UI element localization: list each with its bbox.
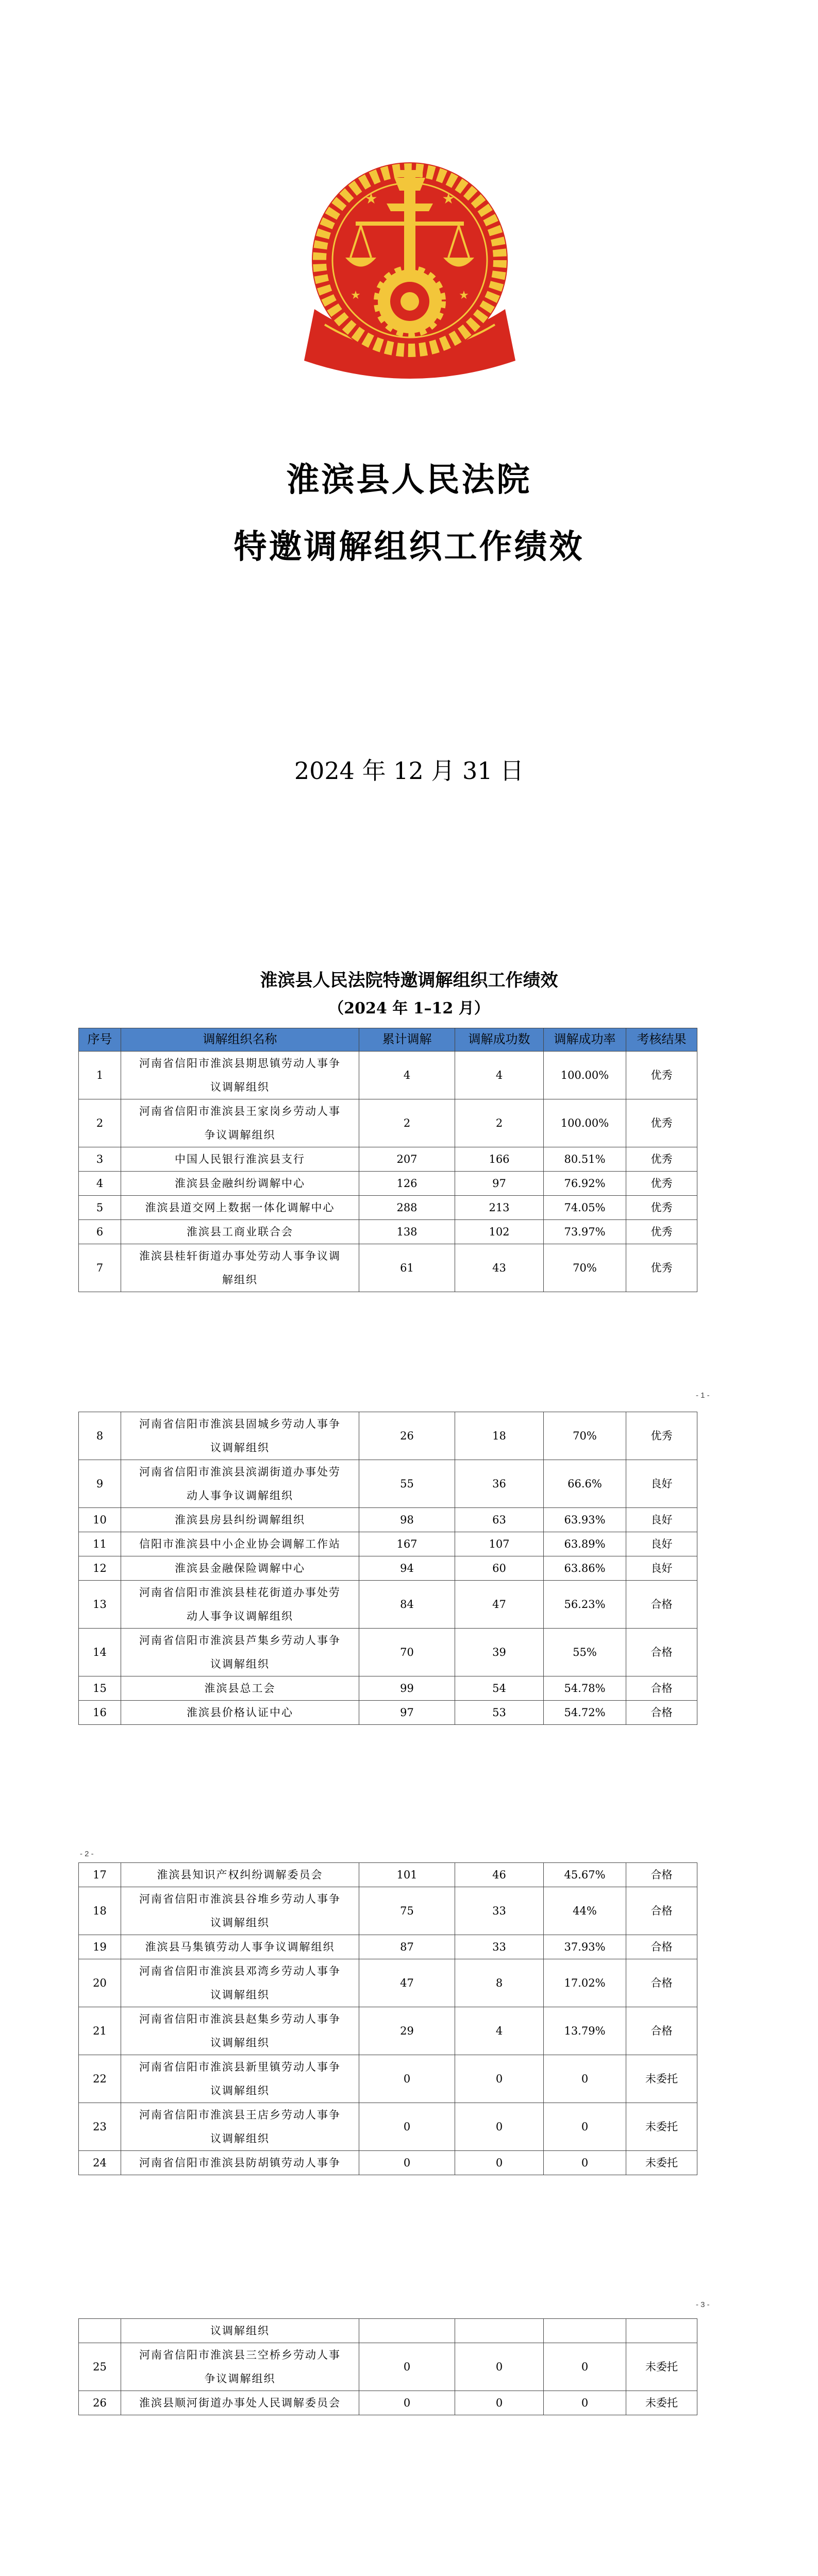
total-count: 101	[359, 1863, 455, 1887]
org-name-line: 淮滨县价格认证中心	[187, 1706, 293, 1719]
assessment-result: 合格	[626, 2007, 697, 2055]
success-count: 166	[455, 1147, 544, 1172]
row-index: 11	[79, 1532, 121, 1556]
assessment-result: 合格	[626, 1701, 697, 1725]
row-index: 6	[79, 1220, 121, 1244]
success-rate: 0	[544, 2343, 626, 2391]
assessment-result: 合格	[626, 1629, 697, 1676]
success-rate: 37.93%	[544, 1935, 626, 1959]
success-rate: 17.02%	[544, 1959, 626, 2007]
total-count: 2	[359, 1099, 455, 1147]
assessment-result: 未委托	[626, 2055, 697, 2103]
success-count: 60	[455, 1556, 544, 1581]
table-row	[79, 1863, 697, 1887]
org-name-line: 河南省信阳市淮滨县王家岗乡劳动人事	[139, 1105, 341, 1117]
success-rate: 63.86%	[544, 1556, 626, 1581]
org-name	[121, 1959, 359, 2007]
org-name-line: 争议调解组织	[204, 1129, 276, 1141]
org-name-line: 淮滨县金融保险调解中心	[175, 1562, 305, 1574]
success-rate: 100.00%	[544, 1052, 626, 1099]
assessment-result: 未委托	[626, 2343, 697, 2391]
success-cell	[455, 2319, 544, 2343]
row-index: 22	[79, 2055, 121, 2103]
row-index: 13	[79, 1581, 121, 1629]
table-row	[79, 1172, 697, 1196]
assessment-result: 合格	[626, 1935, 697, 1959]
success-rate: 63.89%	[544, 1532, 626, 1556]
report-subtitle: （2024 年 1–12 月）	[328, 999, 490, 1018]
success-count: 54	[455, 1676, 544, 1701]
total-count: 94	[359, 1556, 455, 1581]
row-index: 26	[79, 2391, 121, 2415]
assessment-result: 合格	[626, 1581, 697, 1629]
table-row	[79, 1532, 697, 1556]
total-count: 61	[359, 1244, 455, 1292]
org-name-line: 解组织	[222, 1274, 258, 1286]
success-rate: 100.00%	[544, 1099, 626, 1147]
org-name-line: 淮滨县桂轩街道办事处劳动人事争议调	[139, 1250, 341, 1262]
total-count: 207	[359, 1147, 455, 1172]
total-count: 4	[359, 1052, 455, 1099]
table-row	[79, 1629, 697, 1676]
success-rate: 44%	[544, 1887, 626, 1935]
org-name	[121, 1508, 359, 1532]
success-count: 4	[455, 1052, 544, 1099]
total-count: 26	[359, 1412, 455, 1460]
row-index: 18	[79, 1887, 121, 1935]
total-count: 75	[359, 1887, 455, 1935]
success-rate: 70%	[544, 1244, 626, 1292]
org-name-line: 河南省信阳市淮滨县新里镇劳动人事争	[139, 2061, 341, 2073]
table-row	[79, 1508, 697, 1532]
success-count: 36	[455, 1460, 544, 1508]
org-name	[121, 2103, 359, 2151]
org-name-line: 河南省信阳市淮滨县三空桥乡劳动人事	[139, 2349, 341, 2361]
table-row	[79, 1220, 697, 1244]
success-count: 47	[455, 1581, 544, 1629]
org-name	[121, 1887, 359, 1935]
total-count: 47	[359, 1959, 455, 2007]
cover-title-line2: 特邀调解组织工作绩效	[233, 528, 585, 566]
table-row	[79, 1935, 697, 1959]
row-index: 20	[79, 1959, 121, 2007]
assessment-result: 未委托	[626, 2103, 697, 2151]
success-rate: 45.67%	[544, 1863, 626, 1887]
org-name	[121, 1581, 359, 1629]
table-row	[79, 2343, 697, 2391]
success-count: 18	[455, 1412, 544, 1460]
success-count: 33	[455, 1887, 544, 1935]
row-index: 25	[79, 2343, 121, 2391]
total-count: 55	[359, 1460, 455, 1508]
result-cell	[626, 2319, 697, 2343]
total-count: 97	[359, 1701, 455, 1725]
total-count: 0	[359, 2391, 455, 2415]
performance-table-page3	[78, 1862, 697, 2175]
org-name-line: 动人事争议调解组织	[187, 1489, 293, 1502]
org-name-line: 淮滨县工商业联合会	[187, 1226, 293, 1238]
assessment-result: 合格	[626, 1959, 697, 2007]
row-index: 21	[79, 2007, 121, 2055]
row-index: 19	[79, 1935, 121, 1959]
table-row	[79, 2007, 697, 2055]
total-count: 70	[359, 1629, 455, 1676]
org-name-line: 淮滨县顺河街道办事处人民调解委员会	[139, 2397, 341, 2409]
org-name	[121, 2055, 359, 2103]
org-name-line: 河南省信阳市淮滨县固城乡劳动人事争	[139, 1418, 341, 1430]
assessment-result: 未委托	[626, 2391, 697, 2415]
success-count: 53	[455, 1701, 544, 1725]
success-rate: 54.78%	[544, 1676, 626, 1701]
table-row	[79, 1701, 697, 1725]
success-rate: 0	[544, 2391, 626, 2415]
header-rate: 调解成功率	[544, 1028, 626, 1052]
row-index: 9	[79, 1460, 121, 1508]
org-name-line: 淮滨县房县纠纷调解组织	[175, 1514, 305, 1526]
success-count: 39	[455, 1629, 544, 1676]
org-name	[121, 1701, 359, 1725]
table-row	[79, 1581, 697, 1629]
row-index: 5	[79, 1196, 121, 1220]
total-count: 87	[359, 1935, 455, 1959]
org-name-line: 河南省信阳市淮滨县滨湖街道办事处劳	[139, 1466, 341, 1478]
org-name-line: 中国人民银行淮滨县支行	[175, 1153, 305, 1165]
org-name-line: 河南省信阳市淮滨县期思镇劳动人事争	[139, 1057, 341, 1070]
total-count: 0	[359, 2151, 455, 2175]
header-org-name: 调解组织名称	[121, 1028, 359, 1052]
row-index: 17	[79, 1863, 121, 1887]
success-count: 0	[455, 2343, 544, 2391]
org-name-line: 淮滨县知识产权纠纷调解委员会	[157, 1869, 323, 1881]
row-index: 12	[79, 1556, 121, 1581]
success-rate: 0	[544, 2151, 626, 2175]
org-name	[121, 1556, 359, 1581]
org-name-line: 议调解组织	[210, 2132, 270, 2145]
assessment-result: 优秀	[626, 1244, 697, 1292]
row-index: 2	[79, 1099, 121, 1147]
svg-text:★: ★	[350, 289, 361, 302]
row-index: 14	[79, 1629, 121, 1676]
success-rate: 70%	[544, 1412, 626, 1460]
org-name-line: 议调解组织	[210, 1081, 270, 1093]
success-rate: 54.72%	[544, 1701, 626, 1725]
assessment-result: 优秀	[626, 1220, 697, 1244]
org-name-line: 河南省信阳市淮滨县桂花街道办事处劳	[139, 1586, 341, 1599]
success-rate: 13.79%	[544, 2007, 626, 2055]
org-name	[121, 1460, 359, 1508]
table-row	[79, 1244, 697, 1292]
org-name	[121, 1099, 359, 1147]
row-index: 23	[79, 2103, 121, 2151]
org-name-line: 信阳市淮滨县中小企业协会调解工作站	[139, 1538, 341, 1550]
org-name	[121, 1052, 359, 1099]
org-name-line: 议调解组织	[210, 1658, 270, 1670]
page-number: - 3 -	[696, 2300, 710, 2309]
total-count: 167	[359, 1532, 455, 1556]
success-count: 8	[455, 1959, 544, 2007]
total-count: 29	[359, 2007, 455, 2055]
court-emblem-logo	[294, 155, 526, 381]
success-count: 102	[455, 1220, 544, 1244]
header-success: 调解成功数	[455, 1028, 544, 1052]
success-count: 0	[455, 2103, 544, 2151]
table-row	[79, 2319, 697, 2343]
row-index: 10	[79, 1508, 121, 1532]
org-name-line: 议调解组织	[210, 2084, 270, 2097]
org-name-line: 河南省信阳市淮滨县芦集乡劳动人事争	[139, 1634, 341, 1647]
assessment-result: 良好	[626, 1460, 697, 1508]
org-name-line: 淮滨县总工会	[204, 1682, 276, 1694]
total-cell	[359, 2319, 455, 2343]
org-name	[121, 1172, 359, 1196]
success-count: 0	[455, 2055, 544, 2103]
org-name-line: 动人事争议调解组织	[187, 1610, 293, 1622]
assessment-result: 合格	[626, 1863, 697, 1887]
performance-table-page2	[78, 1412, 697, 1725]
table-row	[79, 1460, 697, 1508]
assessment-result: 优秀	[626, 1196, 697, 1220]
assessment-result: 优秀	[626, 1172, 697, 1196]
table-row	[79, 1099, 697, 1147]
cover-title-line1: 淮滨县人民法院	[286, 461, 532, 499]
org-name-line: 议调解组织	[210, 2037, 270, 2049]
row-index: 1	[79, 1052, 121, 1099]
success-count: 63	[455, 1508, 544, 1532]
total-count: 99	[359, 1676, 455, 1701]
table-row	[79, 1412, 697, 1460]
org-name	[121, 1863, 359, 1887]
org-name	[121, 1629, 359, 1676]
header-total: 累计调解	[359, 1028, 455, 1052]
org-name	[121, 2343, 359, 2391]
table-row	[79, 2391, 697, 2415]
success-rate: 74.05%	[544, 1196, 626, 1220]
org-name	[121, 1412, 359, 1460]
assessment-result: 良好	[626, 1508, 697, 1532]
page-number: - 1 -	[696, 1391, 710, 1400]
row-index-cell	[79, 2319, 121, 2343]
org-name	[121, 1196, 359, 1220]
assessment-result: 未委托	[626, 2151, 697, 2175]
assessment-result: 良好	[626, 1532, 697, 1556]
table-header-row	[79, 1028, 697, 1052]
org-name	[121, 1220, 359, 1244]
table-row	[79, 1196, 697, 1220]
org-name-line: 淮滨县金融纠纷调解中心	[175, 1177, 305, 1190]
table-row	[79, 2151, 697, 2175]
svg-text:★: ★	[459, 289, 469, 302]
row-index: 8	[79, 1412, 121, 1460]
org-name	[121, 2391, 359, 2415]
svg-text:★: ★	[442, 190, 455, 207]
table-row	[79, 2103, 697, 2151]
org-name-line: 议调解组织	[210, 2325, 270, 2337]
cover-date: 2024 年 12 月 31 日	[294, 757, 524, 785]
success-count: 4	[455, 2007, 544, 2055]
org-name-line: 议调解组织	[210, 1917, 270, 1929]
table-row	[79, 2055, 697, 2103]
success-count: 0	[455, 2151, 544, 2175]
success-rate: 55%	[544, 1629, 626, 1676]
assessment-result: 优秀	[626, 1412, 697, 1460]
org-name-line: 河南省信阳市淮滨县赵集乡劳动人事争	[139, 2013, 341, 2025]
table-row	[79, 1147, 697, 1172]
org-name-line: 争议调解组织	[204, 2372, 276, 2385]
success-count: 33	[455, 1935, 544, 1959]
report-title: 淮滨县人民法院特邀调解组织工作绩效	[260, 970, 558, 991]
org-name-line: 河南省信阳市淮滨县王店乡劳动人事争	[139, 2109, 341, 2121]
total-count: 0	[359, 2103, 455, 2151]
assessment-result: 优秀	[626, 1099, 697, 1147]
success-count: 213	[455, 1196, 544, 1220]
org-name	[121, 2151, 359, 2175]
table-row	[79, 1052, 697, 1099]
org-name-line: 淮滨县道交网上数据一体化调解中心	[145, 1201, 335, 1214]
rate-cell	[544, 2319, 626, 2343]
total-count: 126	[359, 1172, 455, 1196]
row-index: 24	[79, 2151, 121, 2175]
header-index: 序号	[79, 1028, 121, 1052]
success-count: 107	[455, 1532, 544, 1556]
total-count: 84	[359, 1581, 455, 1629]
assessment-result: 合格	[626, 1676, 697, 1701]
success-rate: 76.92%	[544, 1172, 626, 1196]
success-rate: 80.51%	[544, 1147, 626, 1172]
org-name	[121, 1935, 359, 1959]
total-count: 98	[359, 1508, 455, 1532]
org-name	[121, 2319, 359, 2343]
success-rate: 63.93%	[544, 1508, 626, 1532]
svg-text:★: ★	[364, 190, 378, 207]
row-index: 4	[79, 1172, 121, 1196]
org-name-line: 议调解组织	[210, 1989, 270, 2001]
performance-table-page1	[78, 1028, 697, 1292]
table-row	[79, 1676, 697, 1701]
page-number: - 2 -	[80, 1850, 94, 1858]
total-count: 138	[359, 1220, 455, 1244]
table-row	[79, 1556, 697, 1581]
assessment-result: 合格	[626, 1887, 697, 1935]
org-name	[121, 1676, 359, 1701]
org-name-line: 议调解组织	[210, 1442, 270, 1454]
assessment-result: 优秀	[626, 1052, 697, 1099]
org-name	[121, 2007, 359, 2055]
org-name	[121, 1147, 359, 1172]
total-count: 0	[359, 2055, 455, 2103]
org-name	[121, 1532, 359, 1556]
total-count: 0	[359, 2343, 455, 2391]
org-name-line: 河南省信阳市淮滨县邓湾乡劳动人事争	[139, 1965, 341, 1977]
success-count: 46	[455, 1863, 544, 1887]
success-rate: 56.23%	[544, 1581, 626, 1629]
org-name	[121, 1244, 359, 1292]
success-count: 0	[455, 2391, 544, 2415]
total-count: 288	[359, 1196, 455, 1220]
success-rate: 73.97%	[544, 1220, 626, 1244]
success-count: 2	[455, 1099, 544, 1147]
table-row	[79, 1959, 697, 2007]
success-count: 43	[455, 1244, 544, 1292]
org-name-line: 河南省信阳市淮滨县谷堆乡劳动人事争	[139, 1893, 341, 1905]
row-index: 7	[79, 1244, 121, 1292]
row-index: 16	[79, 1701, 121, 1725]
org-name-line: 河南省信阳市淮滨县防胡镇劳动人事争	[139, 2157, 341, 2169]
performance-table-page4	[78, 2318, 697, 2415]
success-count: 97	[455, 1172, 544, 1196]
assessment-result: 良好	[626, 1556, 697, 1581]
row-index: 3	[79, 1147, 121, 1172]
success-rate: 0	[544, 2055, 626, 2103]
assessment-result: 优秀	[626, 1147, 697, 1172]
org-name-line: 淮滨县马集镇劳动人事争议调解组织	[145, 1941, 335, 1953]
success-rate: 0	[544, 2103, 626, 2151]
row-index: 15	[79, 1676, 121, 1701]
table-row	[79, 1887, 697, 1935]
success-rate: 66.6%	[544, 1460, 626, 1508]
header-result: 考核结果	[626, 1028, 697, 1052]
